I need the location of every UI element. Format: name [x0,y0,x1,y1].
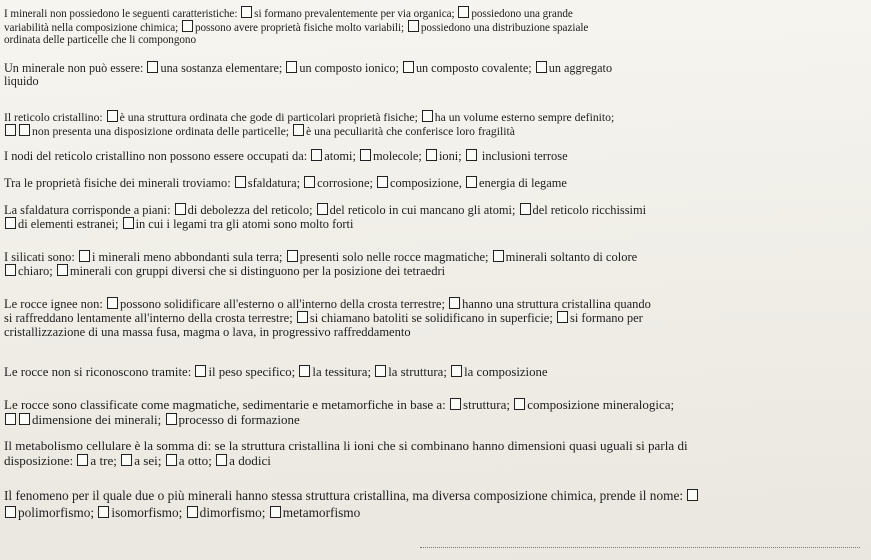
answer-checkbox[interactable] [426,149,437,161]
answer-option-text: possiedono una grande [471,8,573,20]
answer-checkbox[interactable] [451,365,462,377]
answer-option-text: un composto ionico; [299,61,402,75]
question-text: Il reticolo cristallino: [4,111,106,124]
question-line [4,149,568,163]
answer-checkbox[interactable] [77,454,88,466]
answer-checkbox[interactable] [121,454,132,466]
answer-option-text: presenti solo nelle rocce magmatiche; [299,250,492,264]
answer-checkbox[interactable] [166,454,177,466]
answer-option-text: si raffreddano lentamente all'interno della crosta terrestre; [4,311,296,325]
answer-option-text: a otto; [178,453,216,468]
question-text: Il metabolismo cellulare è la somma di: se la struttura cristallina li ioni che si combinano hanno dimensioni quasi uguali si parla di [4,438,688,453]
answer-option-text: non presenta una disposizione ordinata delle particelle; [32,125,292,138]
answer-option-text: molecole; [373,149,425,163]
answer-checkbox[interactable] [79,250,90,262]
answer-checkbox[interactable] [175,203,186,215]
answer-checkbox[interactable] [107,297,118,309]
answer-checkbox[interactable] [270,506,281,518]
answer-option-text: energia di legame [479,176,567,190]
question-line [4,438,688,453]
answer-option-text: la struttura; [388,365,451,379]
answer-checkbox[interactable] [287,250,298,262]
question-line [4,20,588,34]
answer-checkbox[interactable] [450,398,461,410]
answer-checkbox[interactable] [147,61,158,73]
question-line [4,176,567,190]
answer-checkbox[interactable] [403,61,414,73]
answer-option-text: composizione mineralogica; [527,397,675,412]
answer-checkbox[interactable] [375,365,386,377]
question-line [4,61,612,75]
answer-option-text: è una peculiarità che conferisce loro fragilità [305,125,515,138]
question-line [4,453,688,468]
answer-checkbox[interactable] [514,398,525,410]
answer-checkbox[interactable] [166,413,177,425]
question-line [4,6,588,20]
answer-checkbox[interactable] [98,506,109,518]
answer-option-text: polimorfismo; [18,505,98,520]
answer-checkbox[interactable] [19,124,30,136]
question-4 [4,149,568,163]
answer-checkbox[interactable] [299,365,310,377]
answer-checkbox[interactable] [520,203,531,215]
answer-option-text: disposizione: [4,453,77,468]
answer-checkbox[interactable] [687,489,698,501]
answer-checkbox[interactable] [216,454,227,466]
question-2 [4,61,612,88]
question-text: I minerali non possiedono le seguenti caratteristiche: [4,8,241,20]
question-text: Un minerale non può essere: [4,61,147,75]
question-text: I silicati sono: [4,250,78,264]
question-line [4,34,588,46]
question-5 [4,176,567,190]
question-text: I nodi del reticolo cristallino non possono essere occupati da: [4,149,311,163]
answer-option-text: liquido [4,74,39,88]
answer-option-text: del reticolo in cui mancano gli atomi; [329,203,519,217]
question-text: Tra le proprietà fisiche dei minerali troviamo: [4,176,234,190]
question-line [4,487,700,504]
answer-option-text: la composizione [464,365,548,379]
question-8 [4,297,651,339]
answer-checkbox[interactable] [293,124,304,136]
question-line [4,217,646,231]
answer-checkbox[interactable] [458,6,469,18]
answer-checkbox[interactable] [466,176,477,188]
question-3 [4,110,614,138]
answer-checkbox[interactable] [5,124,16,136]
answer-checkbox[interactable] [377,176,388,188]
question-line [4,250,637,264]
question-line [4,203,646,217]
answer-checkbox[interactable] [408,20,419,32]
answer-checkbox[interactable] [557,311,568,323]
answer-option-text: è una struttura ordinata che gode di particolari proprietà fisiche; [119,111,421,124]
answer-option-text: metamorfismo [282,505,361,520]
answer-option-text: atomi; [324,149,360,163]
answer-option-text: possono solidificare all'esterno o all'interno della crosta terrestre; [120,297,449,311]
question-text: La sfaldatura corrisponde a piani: [4,203,174,217]
answer-checkbox[interactable] [182,20,193,32]
answer-option-text: hanno una struttura cristallina quando [462,297,651,311]
answer-checkbox[interactable] [360,149,371,161]
question-line [4,412,674,427]
answer-option-text: la tessitura; [312,365,375,379]
answer-checkbox[interactable] [536,61,547,73]
question-12 [4,487,700,521]
question-line [4,110,614,124]
question-10 [4,397,674,427]
question-11 [4,438,688,468]
answer-option-text: composizione, [389,176,465,190]
answer-option-text: a dodici [229,453,271,468]
answer-option-text: si formano per [569,311,643,325]
answer-option-text: a sei; [134,453,165,468]
answer-checkbox[interactable] [286,61,297,73]
answer-option-text: ordinata delle particelle che li compongono [4,34,197,46]
answer-option-text: a tre; [90,453,121,468]
answer-checkbox[interactable] [123,217,134,229]
answer-checkbox[interactable] [422,110,433,122]
answer-checkbox[interactable] [241,6,252,18]
question-6 [4,203,646,231]
question-line [4,325,651,339]
answer-checkbox[interactable] [107,110,118,122]
answer-checkbox[interactable] [317,203,328,215]
answer-checkbox[interactable] [297,311,308,323]
answer-option-text: il peso specifico; [208,365,299,379]
answer-option-text: isomorfismo; [111,505,186,520]
answer-checkbox[interactable] [5,413,16,425]
question-1 [4,6,588,46]
answer-checkbox[interactable] [195,365,206,377]
answer-checkbox[interactable] [5,217,16,229]
answer-option-text: variabilità nella composizione chimica; [4,22,181,34]
answer-checkbox[interactable] [466,149,477,161]
answer-checkbox[interactable] [5,506,16,518]
answer-option-text: un composto covalente; [415,61,535,75]
question-text: Le rocce non si riconoscono tramite: [4,365,195,379]
question-line [4,264,637,278]
answer-option-text: chiaro; [18,264,56,278]
answer-option-text: possono avere proprietà fisiche molto variabili; [194,22,407,34]
answer-option-text: di elementi estranei; [18,217,122,231]
question-line [4,124,614,138]
answer-checkbox[interactable] [304,176,315,188]
answer-checkbox[interactable] [19,413,30,425]
answer-option-text: del reticolo ricchissimi [532,203,647,217]
answer-checkbox[interactable] [5,264,16,276]
answer-option-text: struttura; [463,397,514,412]
answer-option-text: dimensione dei minerali; [32,412,165,427]
answer-checkbox[interactable] [449,297,460,309]
question-text: Le rocce ignee non: [4,297,107,311]
answer-option-text: minerali soltanto di colore [505,250,638,264]
answer-checkbox[interactable] [57,264,68,276]
answer-option-text: inclusioni terrose [478,149,568,163]
answer-option-text: dimorfismo; [199,505,269,520]
answer-option-text: si formano prevalentemente per via organica; [254,8,458,20]
answer-option-text: ha un volume esterno sempre definito; [434,111,615,124]
answer-option-text: una sostanza elementare; [160,61,286,75]
answer-option-text: possiedono una distribuzione spaziale [420,22,589,34]
question-line [4,397,674,412]
answer-checkbox[interactable] [235,176,246,188]
question-text: Il fenomeno per il quale due o più minerali hanno stessa struttura cristallina, ma diversa composizione chimica, prende il nome: [4,488,687,503]
question-line [4,297,651,311]
dotted-underline [420,547,860,548]
question-9 [4,365,548,379]
answer-checkbox[interactable] [311,149,322,161]
answer-option-text: minerali con gruppi diversi che si distinguono per la posizione dei tetraedri [69,264,446,278]
answer-option-text: ioni; [438,149,465,163]
answer-option-text: cristallizzazione di una massa fusa, magma o lava, in progressivo raffreddamento [4,325,411,339]
answer-option-text: sfaldatura; [247,176,304,190]
answer-option-text: un aggregato [548,61,613,75]
answer-option-text: corrosione; [317,176,376,190]
question-text: Le rocce sono classificate come magmatiche, sedimentarie e metamorfiche in base a: [4,397,450,412]
answer-option-text: in cui i legami tra gli atomi sono molto forti [135,217,354,231]
answer-option-text: i minerali meno abbondanti sula terra; [91,250,286,264]
question-line [4,365,548,379]
answer-option-text: di debolezza del reticolo; [187,203,316,217]
question-line [4,504,700,521]
question-7 [4,250,637,278]
question-line [4,311,651,325]
answer-option-text: processo di formazione [178,412,300,427]
answer-checkbox[interactable] [187,506,198,518]
question-line [4,75,612,88]
answer-checkbox[interactable] [493,250,504,262]
answer-option-text: si chiamano batoliti se solidificano in superficie; [309,311,556,325]
